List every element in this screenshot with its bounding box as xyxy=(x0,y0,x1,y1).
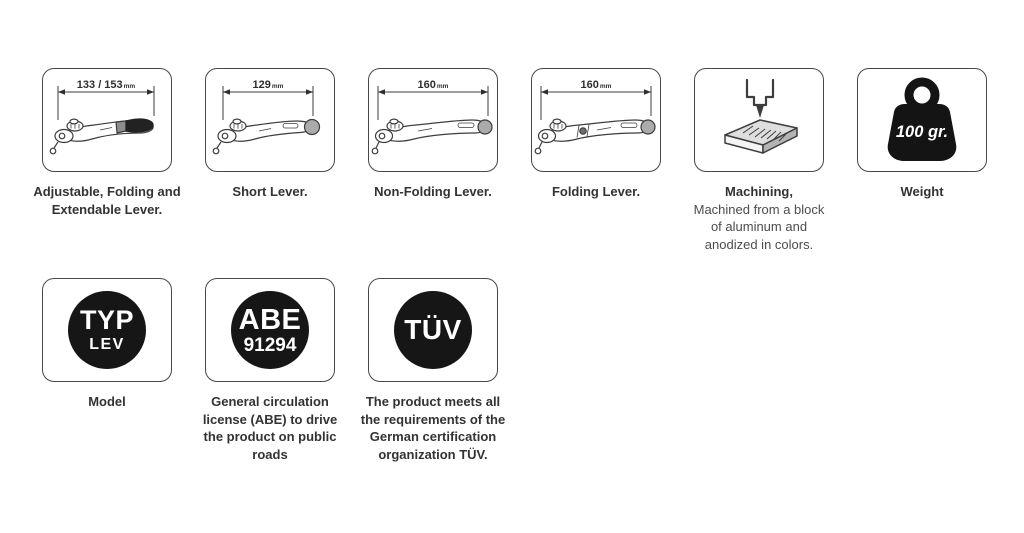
typ-lev-badge-icon xyxy=(68,291,146,369)
dimension-label: 160mm xyxy=(580,79,612,91)
feature-adjustable-lever xyxy=(33,68,181,253)
feature-card xyxy=(205,68,335,172)
feature-description: Machined from a block of aluminum and anodized in colors. xyxy=(693,201,825,252)
feature-card xyxy=(531,68,661,172)
feature-nonfolding-lever xyxy=(368,68,498,253)
weight-value: 100 gr. xyxy=(895,123,949,141)
badge-line-1: TÜV xyxy=(404,314,462,345)
feature-title: Folding Lever. xyxy=(551,184,641,199)
feature-card xyxy=(368,278,498,382)
weight-icon xyxy=(874,74,970,166)
milling-machine-icon xyxy=(711,75,807,165)
short-lever-icon xyxy=(207,76,333,164)
feature-title: Machining, xyxy=(725,184,793,199)
feature-card xyxy=(42,278,172,382)
feature-model xyxy=(42,278,172,463)
dimension-label: 133 / 153mm xyxy=(76,79,136,91)
badge-line-2: 91294 xyxy=(243,334,297,356)
feature-title: General circulation license (ABE) to drive the product on public roads xyxy=(202,394,338,462)
dimension-label: 160mm xyxy=(417,79,449,91)
feature-tuv-certification xyxy=(360,278,506,463)
feature-card xyxy=(205,278,335,382)
feature-card xyxy=(42,68,172,172)
abe-badge-icon xyxy=(231,291,309,369)
badge-line-1: TYP xyxy=(79,305,134,335)
feature-abe-license xyxy=(202,278,338,463)
dimension-label: 129mm xyxy=(252,79,284,91)
badge-line-1: ABE xyxy=(238,303,302,336)
feature-card xyxy=(857,68,987,172)
feature-folding-lever xyxy=(531,68,661,253)
feature-title: The product meets all the requirements of the German certification organization TÜV. xyxy=(360,394,506,462)
badge-line-2: LEV xyxy=(89,336,125,353)
feature-row-bottom xyxy=(42,278,506,463)
tuv-badge-icon xyxy=(394,291,472,369)
folding-lever-icon xyxy=(533,76,659,164)
feature-weight xyxy=(857,68,987,253)
feature-label xyxy=(678,183,840,253)
feature-card xyxy=(368,68,498,172)
feature-title: Weight xyxy=(900,184,944,199)
nonfolding-lever-icon xyxy=(370,76,496,164)
feature-row-top xyxy=(33,68,987,253)
feature-title: Non-Folding Lever. xyxy=(374,184,492,199)
feature-title: Adjustable, Folding and Extendable Lever. xyxy=(33,184,181,217)
adjustable-lever-icon xyxy=(44,76,170,164)
feature-card xyxy=(694,68,824,172)
feature-title: Model xyxy=(88,394,126,409)
feature-title: Short Lever. xyxy=(232,184,308,199)
feature-short-lever xyxy=(205,68,335,253)
feature-machining xyxy=(694,68,824,253)
